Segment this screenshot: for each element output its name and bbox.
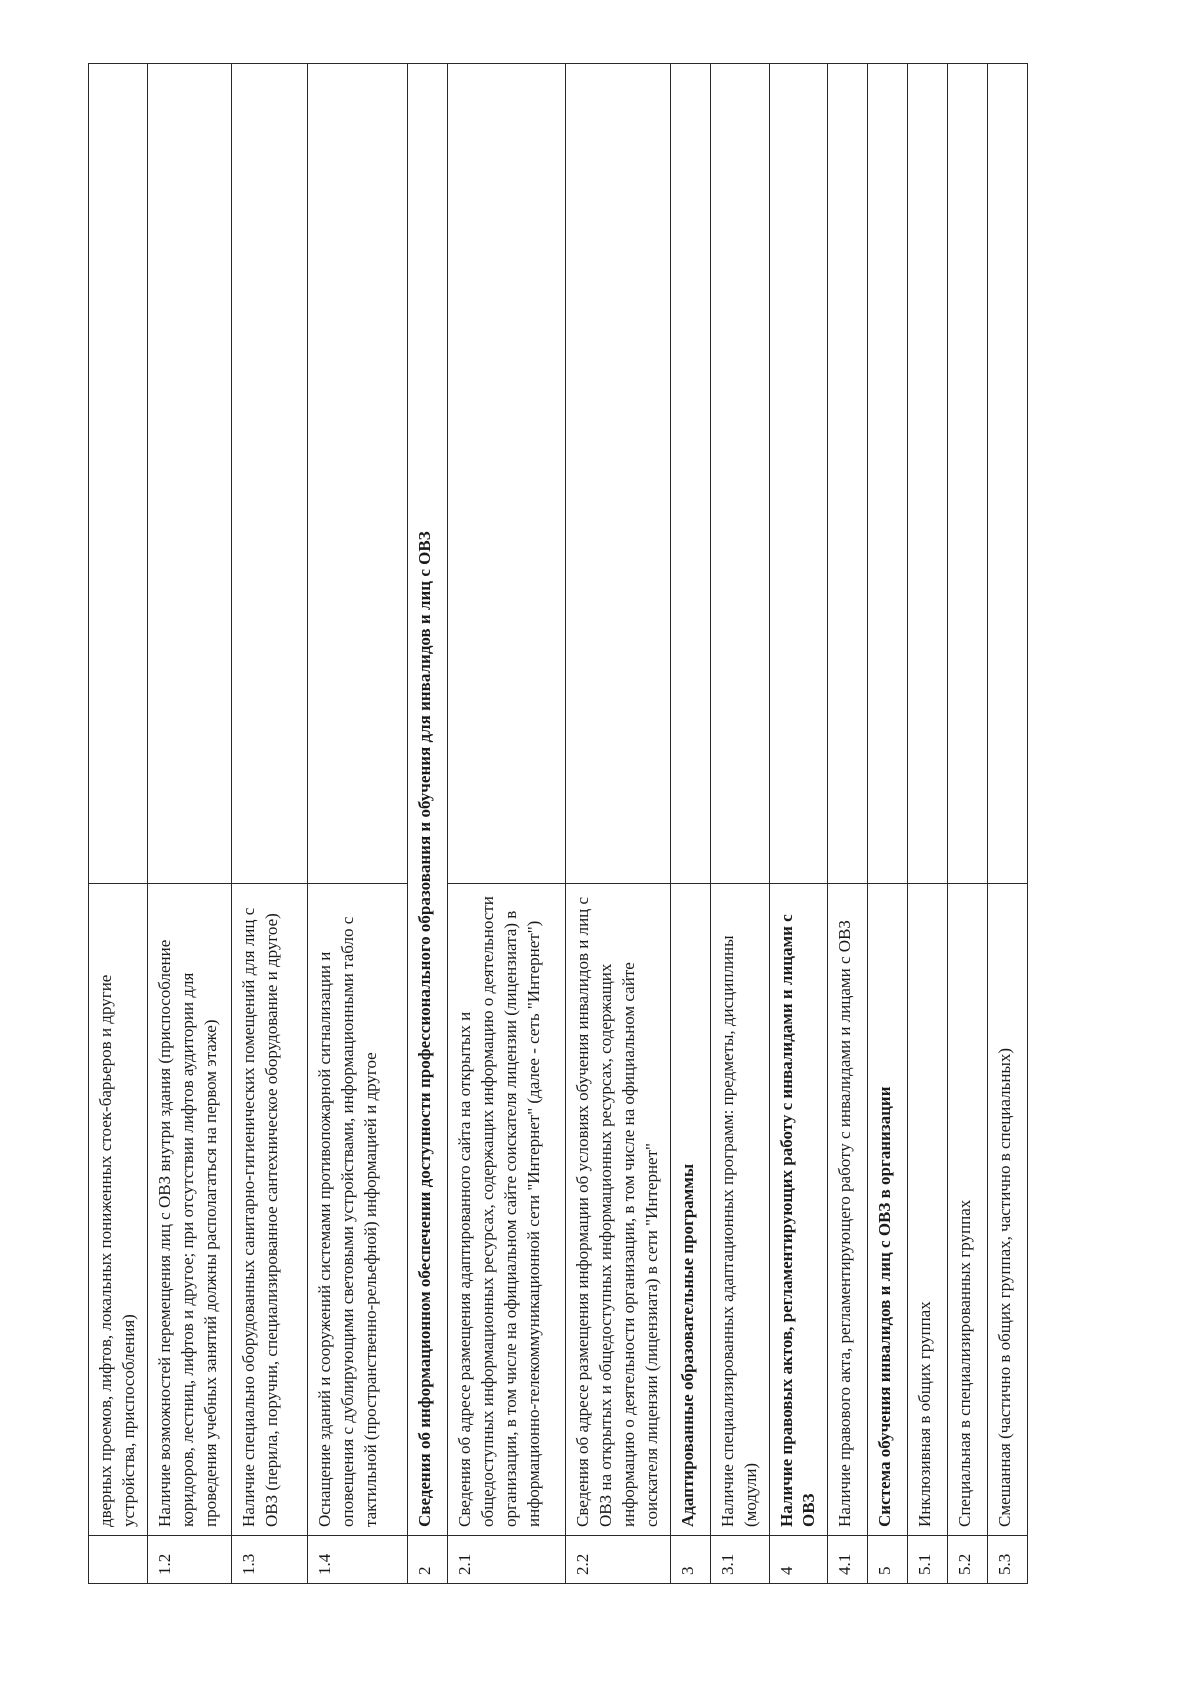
row-number: 2.1: [447, 1536, 565, 1584]
row-text: дверных проемов, лифтов, локальных пониженных стоек-барьеров и другие устройства, приспособления): [89, 884, 148, 1536]
table-row: [868, 64, 908, 1584]
row-value: [710, 64, 769, 884]
table-row: [769, 64, 828, 1584]
row-text: Наличие правового акта, регламентирующего работу с инвалидами и лицами с ОВЗ: [828, 884, 868, 1536]
table-row: [948, 64, 988, 1584]
row-number: 5.1: [908, 1536, 948, 1584]
row-value: [908, 64, 948, 884]
table-row: [147, 64, 231, 1584]
rotated-page: [88, 64, 1088, 1584]
row-number: 5: [868, 1536, 908, 1584]
row-text: Наличие специально оборудованных санитарно-гигиенических помещений для лиц с ОВЗ (перила, поручни, специализированное сантехническое оборудование и другое): [231, 884, 307, 1536]
row-text: Специальная в специализированных группах: [948, 884, 988, 1536]
row-number: 4.1: [828, 1536, 868, 1584]
row-number: 1.3: [231, 1536, 307, 1584]
row-text: Сведения об адресе размещения информации об условиях обучения инвалидов и лиц с ОВЗ на открытых и общедоступных информационных ресурсах, содержащих информацию о деятельности организации, в том числе на официальном сайте соискателя лицензии (лицензиата) в сети "Интернет": [565, 884, 670, 1536]
row-text: Сведения об адресе размещения адаптированного сайта на открытых и общедоступных информационных ресурсах, содержащих информацию о деятельности организации, в том числе на официальном сайте соискателя лицензии (лицензиата) в информационно-телекоммуникационной сети "Интернет" (далее - сеть "Интернет"): [447, 884, 565, 1536]
table-row: [828, 64, 868, 1584]
row-value: [868, 64, 908, 884]
table-row: [447, 64, 565, 1584]
row-value: [988, 64, 1028, 884]
row-value: [670, 64, 710, 884]
row-value: [769, 64, 828, 884]
row-value: [231, 64, 307, 884]
table-row: [565, 64, 670, 1584]
table-row: [710, 64, 769, 1584]
row-number: 5.3: [988, 1536, 1028, 1584]
table-row: [231, 64, 307, 1584]
row-number: 2: [407, 1536, 447, 1584]
row-number: 1.2: [147, 1536, 231, 1584]
row-number: 2.2: [565, 1536, 670, 1584]
section-heading: Система обучения инвалидов и лиц с ОВЗ в организации: [868, 884, 908, 1536]
row-value: [565, 64, 670, 884]
row-number: 1.4: [307, 1536, 407, 1584]
row-value: [828, 64, 868, 884]
accessibility-table: [88, 63, 1028, 1584]
row-value: [447, 64, 565, 884]
row-value: [89, 64, 148, 884]
row-text: Инклюзивная в общих группах: [908, 884, 948, 1536]
row-value: [307, 64, 407, 884]
row-value: [948, 64, 988, 884]
row-number: 3: [670, 1536, 710, 1584]
row-text: Наличие специализированных адаптационных программ: предметы, дисциплины (модули): [710, 884, 769, 1536]
row-number: 5.2: [948, 1536, 988, 1584]
row-number: [89, 1536, 148, 1584]
row-value: [147, 64, 231, 884]
table-section-row: [407, 64, 447, 1584]
table-row: [908, 64, 948, 1584]
section-heading: Адаптированные образовательные программы: [670, 884, 710, 1536]
row-text: Оснащение зданий и сооружений системами противопожарной сигнализации и оповещения с дублирующими световыми устройствами, информационными табло с тактильной (пространственно-рельефной) информацией и другое: [307, 884, 407, 1536]
row-text: Смешанная (частично в общих группах, частично в специальных): [988, 884, 1028, 1536]
section-heading: Наличие правовых актов, регламентирующих работу с инвалидами и лицами с ОВЗ: [769, 884, 828, 1536]
table-row: [670, 64, 710, 1584]
row-text: Наличие возможностей перемещения лиц с ОВЗ внутри здания (приспособление коридоров, лестниц, лифтов и другое; при отсутствии лифтов аудитории для проведения учебных занятий должны располагаться на первом этаже): [147, 884, 231, 1536]
row-number: 3.1: [710, 1536, 769, 1584]
table-row: [89, 64, 148, 1584]
table-row: [307, 64, 407, 1584]
section-heading: Сведения об информационном обеспечении доступности профессионального образования и обучения для инвалидов и лиц с ОВЗ: [407, 64, 447, 1536]
table-row: [988, 64, 1028, 1584]
row-number: 4: [769, 1536, 828, 1584]
